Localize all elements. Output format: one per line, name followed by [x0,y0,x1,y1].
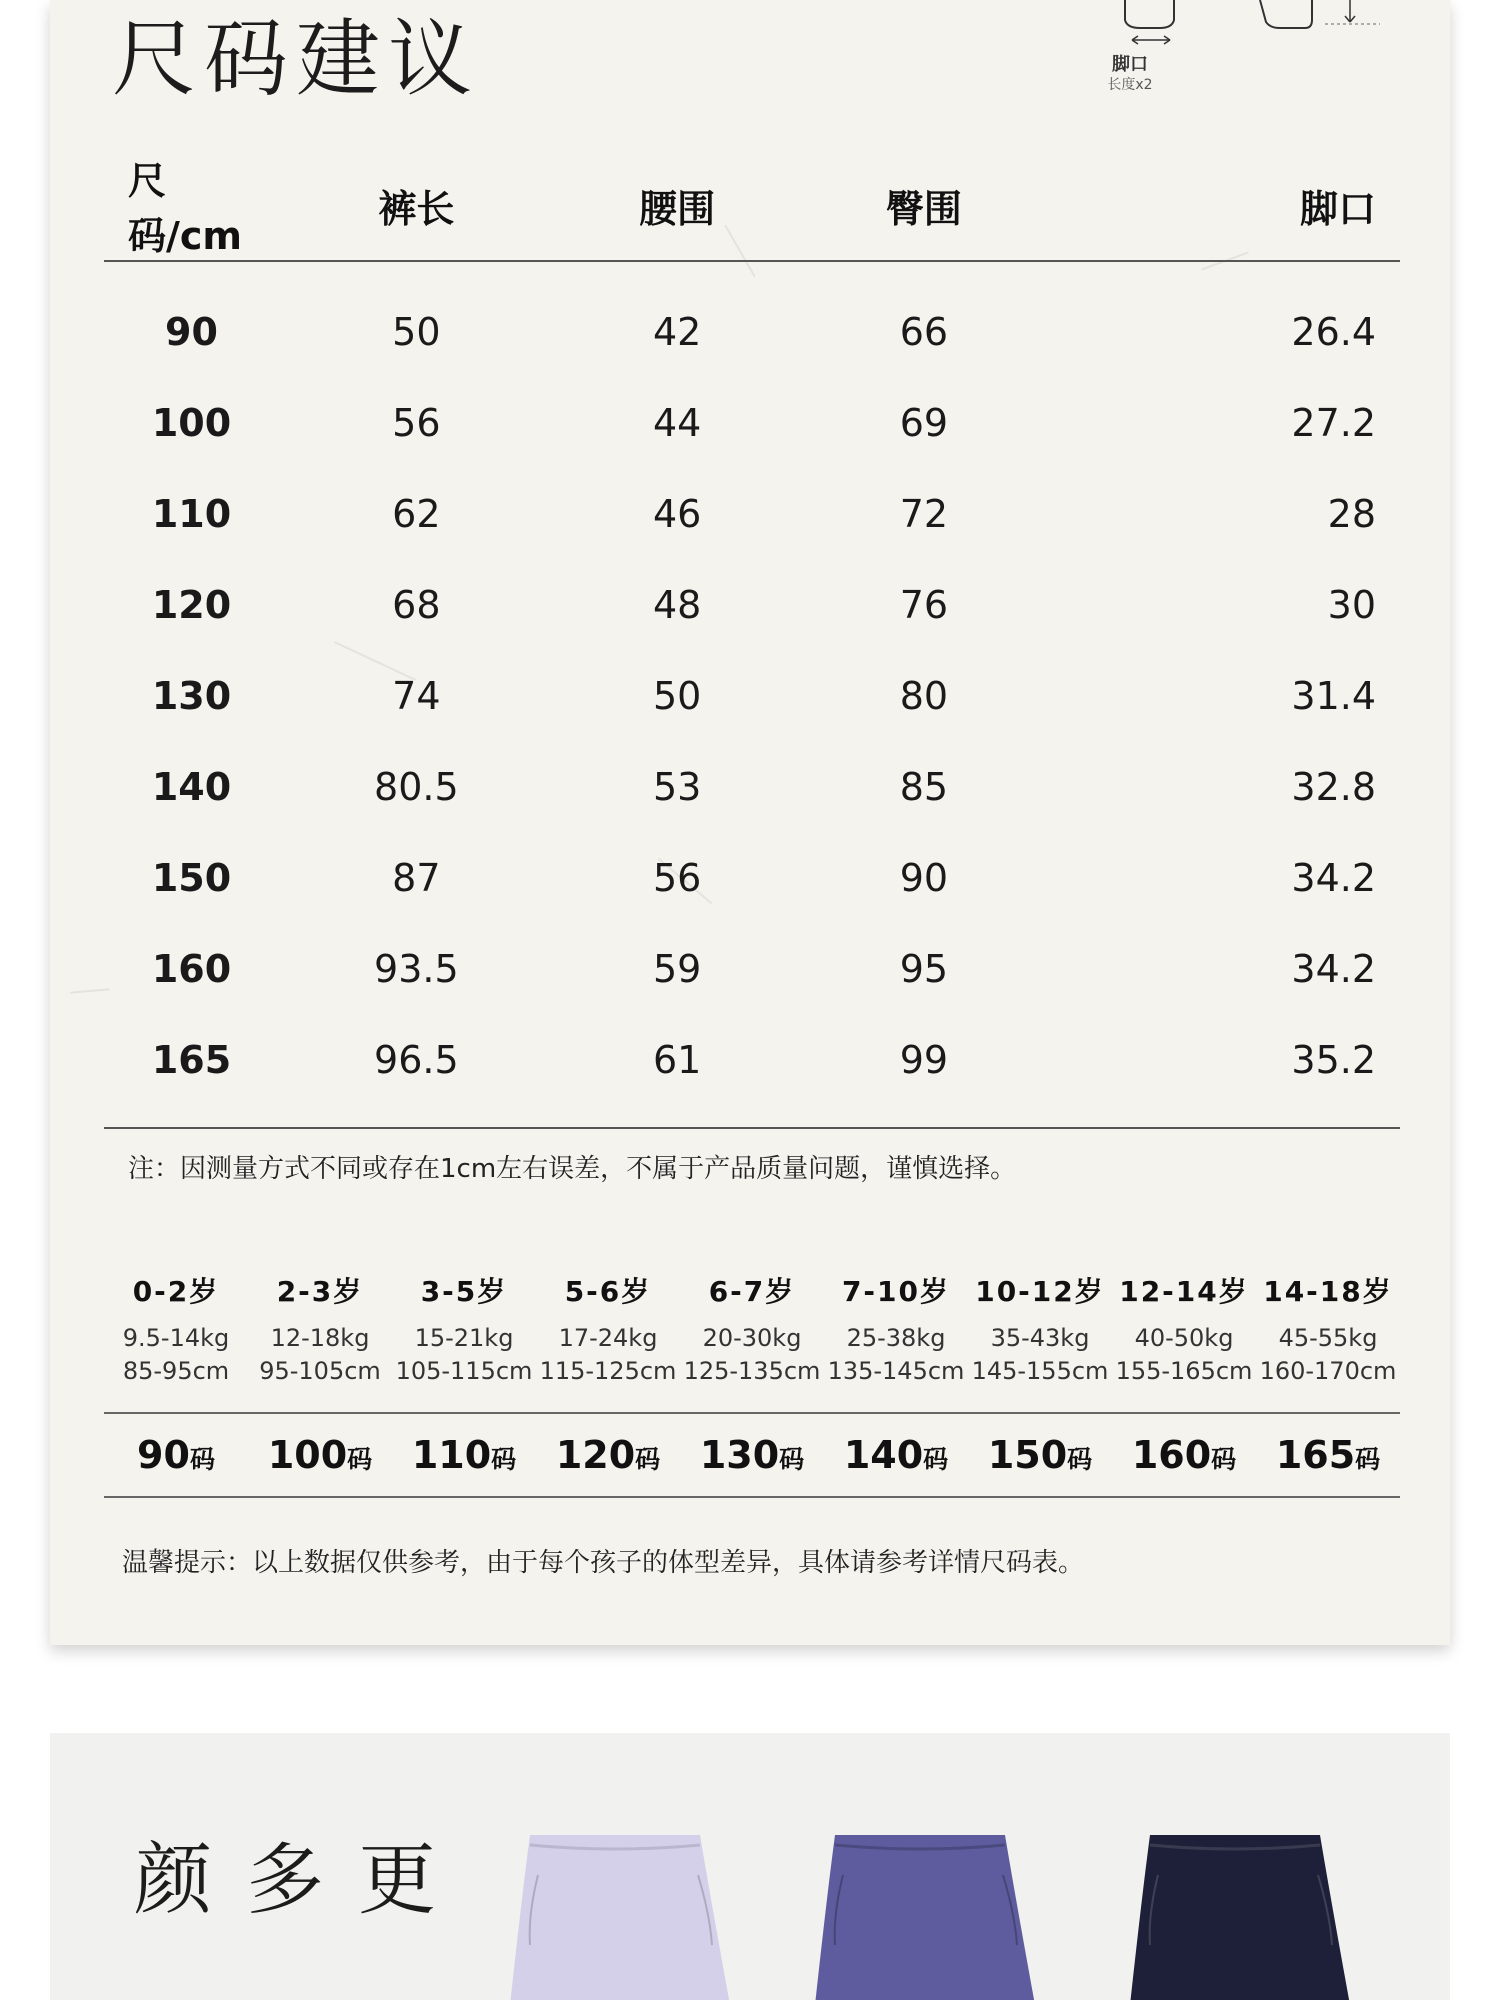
cell-length: 50 [392,309,441,354]
table-row [104,832,1400,923]
cell-hem: 31.4 [1291,673,1376,718]
table-row [104,923,1400,1014]
cell-hip: 72 [899,491,949,536]
size-code-number: 150 [987,1433,1068,1477]
page-title: 尺码建议 [112,10,481,108]
age-column [1256,1270,1400,1388]
age-column [680,1270,824,1388]
size-code-unit: 码 [779,1445,805,1474]
cell-size: 160 [151,946,232,991]
size-code-unit: 码 [635,1445,661,1474]
cell-hem: 27.2 [1291,400,1376,445]
size-code-unit: 码 [1211,1445,1237,1474]
cell-hem: 26.4 [1291,309,1376,354]
size-code-unit: 码 [189,1445,215,1474]
size-guide-card [50,0,1450,1645]
size-code [248,1433,392,1477]
weight-range: 12-18kg [270,1324,370,1352]
age-label: 14-18岁 [1263,1275,1393,1308]
cell-length: 87 [392,855,441,900]
cell-waist: 50 [652,673,702,718]
table-row [104,559,1400,650]
size-code [1256,1433,1400,1477]
table-row [104,468,1400,559]
header-hip: 臀围 [801,150,1048,261]
height-range: 145-155cm [971,1357,1109,1385]
age-column [392,1270,536,1388]
cell-waist: 53 [652,764,702,809]
cell-size: 165 [104,1014,279,1128]
diagram-label: 脚口 [1112,54,1148,75]
table-row [104,741,1400,832]
cell-waist: 59 [652,946,702,991]
header-hem: 脚口 [1047,150,1400,261]
table-row [104,261,1400,377]
age-label: 5-6岁 [564,1275,652,1308]
cell-waist: 42 [652,309,702,354]
size-table [104,150,1400,1129]
cell-hip: 90 [899,855,949,900]
cell-hip: 95 [899,946,949,991]
age-column [536,1270,680,1388]
size-code-number: 165 [1275,1433,1356,1477]
pants-lavender-image [500,1835,740,2000]
age-label: 12-14岁 [1119,1275,1249,1308]
size-code-number: 160 [1131,1433,1212,1477]
cell-waist: 44 [652,400,702,445]
size-code-unit: 码 [923,1445,949,1474]
weight-range: 35-43kg [990,1324,1090,1352]
size-code-number: 100 [267,1433,348,1477]
header-waist: 腰围 [554,150,801,261]
cell-size: 120 [151,582,232,627]
cell-hem: 32.8 [1291,764,1376,809]
weight-range: 17-24kg [558,1324,658,1352]
cell-length: 56 [392,400,441,445]
cell-hem: 34.2 [1291,946,1376,991]
more-colors-card [50,1733,1450,2000]
cell-size: 100 [151,400,232,445]
size-code-number: 90 [137,1433,190,1477]
size-code-unit: 码 [1067,1445,1093,1474]
header-size: 尺码/cm [104,150,279,261]
age-guide-row [104,1270,1400,1388]
cell-length: 74 [392,673,441,718]
age-label: 2-3岁 [276,1275,364,1308]
warm-tip: 温馨提示：以上数据仅供参考，由于每个孩子的体型差异，具体请参考详情尺码表。 [122,1548,1085,1578]
age-column [248,1270,392,1388]
height-range: 160-170cm [1259,1357,1397,1385]
cell-size: 90 [165,309,218,354]
height-range: 135-145cm [827,1357,965,1385]
height-range: 105-115cm [395,1357,533,1385]
age-label: 3-5岁 [420,1275,508,1308]
table-row [104,377,1400,468]
table-row [104,1014,1400,1128]
cell-hip: 76 [899,582,949,627]
pants-navy-image [1120,1835,1360,2000]
header-length: 裤长 [279,150,554,261]
weight-range: 45-55kg [1278,1324,1378,1352]
table-header-row [104,150,1400,261]
size-code-unit: 码 [1355,1445,1381,1474]
size-code-number: 140 [843,1433,924,1477]
diagram-sublabel: 长度x2 [1107,77,1153,93]
age-column [104,1270,248,1388]
height-range: 125-135cm [683,1357,821,1385]
cell-length: 93.5 [374,946,459,991]
cell-hip: 99 [801,1014,1048,1128]
pants-purple-image [805,1835,1045,2000]
height-range: 115-125cm [539,1357,677,1385]
cell-hem: 35.2 [1047,1014,1400,1128]
cell-hip: 80 [899,673,949,718]
cell-size: 150 [151,855,232,900]
size-code-number: 130 [699,1433,780,1477]
size-code [392,1433,536,1477]
weight-range: 9.5-14kg [122,1324,230,1352]
size-code [968,1433,1112,1477]
size-code [1112,1433,1256,1477]
weight-range: 15-21kg [414,1324,514,1352]
size-code-number: 110 [411,1433,492,1477]
cell-hem: 28 [1327,491,1376,536]
size-code-row [104,1412,1400,1498]
height-range: 85-95cm [122,1357,230,1385]
cell-waist: 46 [652,491,702,536]
age-label: 6-7岁 [708,1275,796,1308]
cell-hip: 69 [899,400,949,445]
size-code-number: 120 [555,1433,636,1477]
height-range: 155-165cm [1115,1357,1253,1385]
age-column [968,1270,1112,1388]
cell-hem: 34.2 [1291,855,1376,900]
weight-range: 20-30kg [702,1324,802,1352]
cell-size: 110 [151,491,232,536]
more-colors-title: 更多颜 [121,1838,435,1920]
size-code [824,1433,968,1477]
age-label: 10-12岁 [975,1275,1105,1308]
weight-range: 40-50kg [1134,1324,1234,1352]
cell-size: 140 [151,764,232,809]
table-row [104,650,1400,741]
cell-waist: 61 [554,1014,801,1128]
cell-length: 96.5 [279,1014,554,1128]
measurement-note: 注：因测量方式不同或存在1cm左右误差，不属于产品质量问题，谨慎选择。 [128,1154,1017,1184]
size-code [104,1433,248,1477]
cell-length: 80.5 [374,764,459,809]
cell-length: 62 [392,491,441,536]
size-code [680,1433,824,1477]
size-code-unit: 码 [347,1445,373,1474]
size-code [536,1433,680,1477]
age-column [824,1270,968,1388]
weight-range: 25-38kg [846,1324,946,1352]
cell-hip: 85 [899,764,949,809]
cell-waist: 48 [652,582,702,627]
age-column [1112,1270,1256,1388]
age-label: 7-10岁 [841,1275,951,1308]
height-range: 95-105cm [259,1357,381,1385]
cell-hem: 30 [1327,582,1376,627]
cell-size: 130 [151,673,232,718]
cell-length: 68 [392,582,441,627]
cell-hip: 66 [899,309,949,354]
age-label: 0-2岁 [132,1275,220,1308]
size-code-unit: 码 [491,1445,517,1474]
cell-waist: 56 [652,855,702,900]
